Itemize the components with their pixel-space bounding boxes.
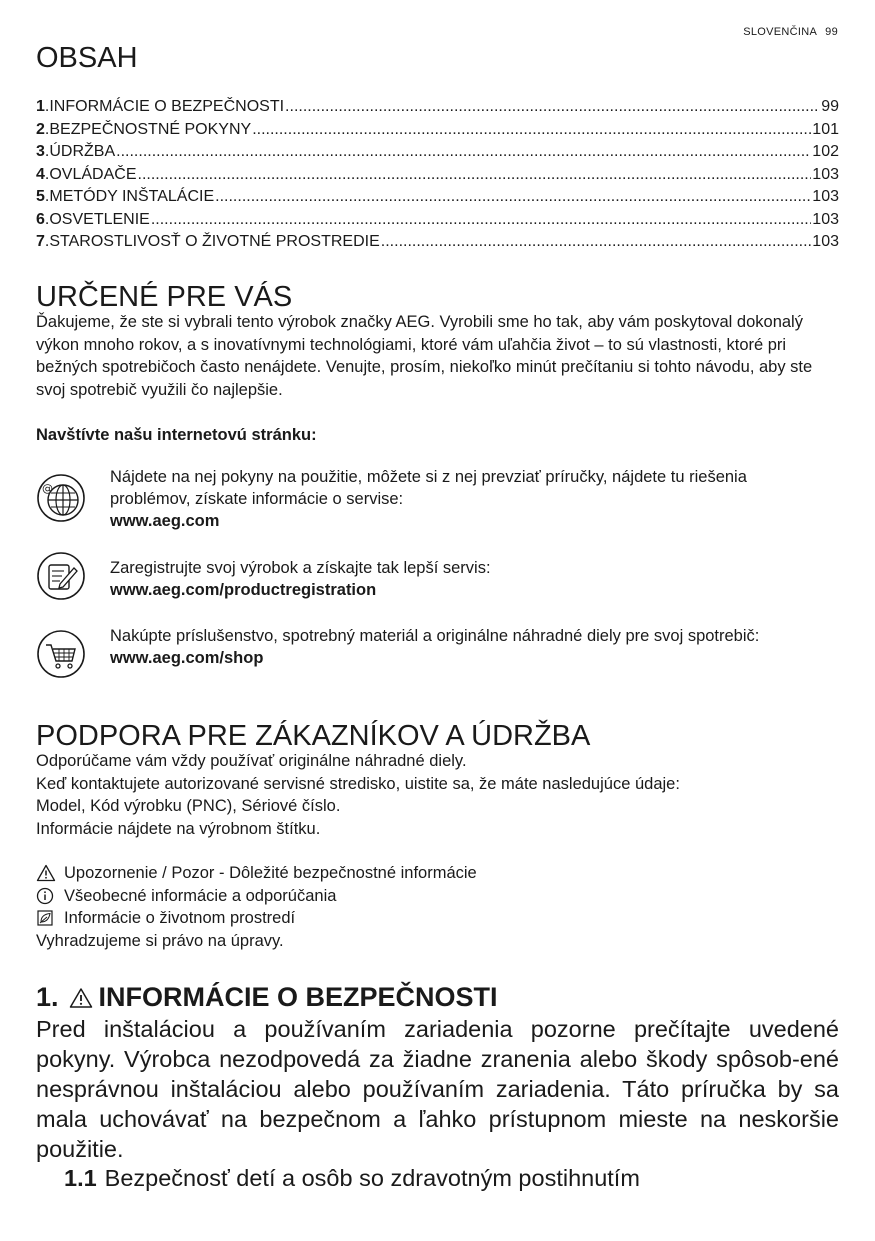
toc-label: INFORMÁCIE O BEZPEČNOSTI	[49, 98, 285, 115]
link-description	[110, 466, 810, 532]
toc-leader	[116, 141, 811, 164]
toc-leader	[151, 209, 811, 232]
support-line: Keď kontaktujete autorizované servisné stredisko, uistite sa, že máte nasledujúce údaje:	[36, 774, 680, 793]
toc-num: 5	[36, 188, 45, 205]
legend-environment	[36, 907, 477, 930]
toc-num: 3	[36, 143, 45, 160]
toc-label: ÚDRŽBA	[49, 143, 116, 160]
legend-text: Všeobecné informácie a odporúčania	[64, 886, 337, 905]
support-lines	[36, 750, 836, 840]
toc-sep: .	[44, 98, 50, 115]
page-header	[743, 26, 838, 38]
info-icon	[36, 887, 56, 905]
warning-icon	[69, 987, 93, 1009]
support-line: Model, Kód výrobku (PNC), Sériové číslo.	[36, 797, 341, 815]
toc-page: 102	[812, 143, 839, 160]
toc-item-5[interactable]	[36, 186, 839, 209]
support-line: Odporúčame vám vždy používať originálne náhradné diely.	[36, 752, 467, 770]
visit-label: Navštívte našu internetovú stránku:	[36, 426, 317, 444]
legend-warning	[36, 862, 477, 885]
toc-leader	[215, 186, 811, 209]
toc-leader	[285, 96, 820, 119]
safety-title: INFORMÁCIE O BEZPEČNOSTI	[98, 982, 498, 1012]
link-text: Nakúpte príslušenstvo, spotrebný materiál a originálne náhradné diely pre svoj spotrebič:	[110, 627, 760, 645]
link-url-registration[interactable]: www.aeg.com/productregistration	[110, 581, 377, 599]
toc-page: 101	[812, 120, 839, 138]
toc-sep: .	[44, 120, 50, 138]
toc-label: METÓDY INŠTALÁCIE	[49, 188, 215, 205]
safety-heading	[36, 982, 498, 1013]
legend-text: Upozornenie / Pozor - Dôležité bezpečnostné informácie	[64, 864, 477, 882]
header-page-number: 99	[825, 26, 838, 38]
safety-body: Pred inštaláciou a používaním zariadenia pozorne prečítajte uvedené pokyny. Výrobca nezodpovedá za žiadne zranenia alebo škody spôsob-ené nesprávnou inštaláciou alebo používaním zariadenia. Táto príručka by sa mala uchovávať na bezpečnom a ľahko prístupnom mieste na neskoršie použitie.	[36, 1016, 839, 1162]
support-line: Informácie nájdete na výrobnom štítku.	[36, 819, 321, 838]
toc-sep: .	[44, 165, 50, 183]
toc-label: OVLÁDAČE	[49, 165, 137, 183]
safety-number: 1.	[36, 982, 59, 1012]
intro-paragraph: Ďakujeme, že ste si vybrali tento výrobok značky AEG. Vyrobili sme ho tak, aby vám poskytoval dokonalý výkon mnoho rokov, a s inovatívnymi technológiami, ktoré vám uľahčia život – to sú vlastnosti, ktoré pri bežných spotrebičoch často nenájdete. Venujte, prosím, niekoľko minút prečítaniu si tohto návodu, aby ste svoj spotrebič využili čo najlepšie.	[36, 313, 813, 399]
warning-icon	[36, 864, 56, 882]
for-you-title: URČENÉ PRE VÁS	[36, 281, 293, 313]
header-language: SLOVENČINA	[743, 26, 818, 38]
legend-info	[36, 885, 477, 908]
reserve-note: Vyhradzujeme si právo na úpravy.	[36, 931, 284, 950]
toc-page: 103	[812, 165, 839, 183]
svg-text:@: @	[42, 482, 53, 495]
toc-num: 2	[36, 120, 45, 138]
register-icon	[36, 551, 86, 601]
environment-icon	[36, 909, 56, 927]
toc-item-2[interactable]	[36, 119, 839, 142]
contents-title: OBSAH	[36, 42, 138, 74]
toc-leader	[381, 231, 812, 254]
toc-item-4[interactable]	[36, 164, 839, 187]
link-description	[110, 625, 810, 669]
toc-num: 4	[36, 165, 45, 183]
globe-icon	[36, 473, 86, 523]
subsection-title: Bezpečnosť detí a osôb so zdravotným postihnutím	[104, 1165, 640, 1191]
subsection-number: 1.1	[64, 1165, 97, 1191]
toc-label: STAROSTLIVOSŤ O ŽIVOTNÉ PROSTREDIE	[49, 233, 380, 250]
toc-sep: .	[44, 233, 50, 250]
toc-label: BEZPEČNOSTNÉ POKYNY	[49, 120, 252, 138]
cart-icon	[36, 629, 86, 679]
toc-leader	[138, 164, 812, 187]
toc-item-7[interactable]	[36, 231, 839, 254]
toc-page: 99	[821, 98, 839, 115]
toc-item-6[interactable]	[36, 209, 839, 232]
toc-page: 103	[812, 188, 839, 205]
toc-label: OSVETLENIE	[49, 210, 150, 228]
toc-sep: .	[44, 188, 50, 205]
toc-page: 103	[812, 210, 839, 228]
toc-num: 1	[36, 98, 45, 115]
toc-sep: .	[44, 143, 50, 160]
link-description	[110, 557, 810, 601]
toc-num: 7	[36, 233, 45, 250]
toc-page: 103	[812, 233, 839, 250]
link-url-website[interactable]: www.aeg.com	[110, 512, 220, 530]
toc-num: 6	[36, 210, 45, 228]
support-title: PODPORA PRE ZÁKAZNÍKOV A ÚDRŽBA	[36, 720, 591, 752]
legend-text: Informácie o životnom prostredí	[64, 909, 296, 927]
table-of-contents	[36, 96, 839, 254]
link-text: Nájdete na nej pokyny na použitie, môžete si z nej prevziať príručky, nájdete tu riešenia problémov, získate informácie o servise:	[110, 468, 747, 508]
toc-item-1[interactable]	[36, 96, 839, 119]
toc-leader	[252, 119, 811, 142]
symbol-legend	[36, 862, 477, 952]
toc-sep: .	[44, 210, 50, 228]
link-text: Zaregistrujte svoj výrobok a získajte tak lepší servis:	[110, 559, 491, 577]
toc-item-3[interactable]	[36, 141, 839, 164]
subsection-heading	[64, 1165, 640, 1192]
link-url-shop[interactable]: www.aeg.com/shop	[110, 649, 264, 667]
